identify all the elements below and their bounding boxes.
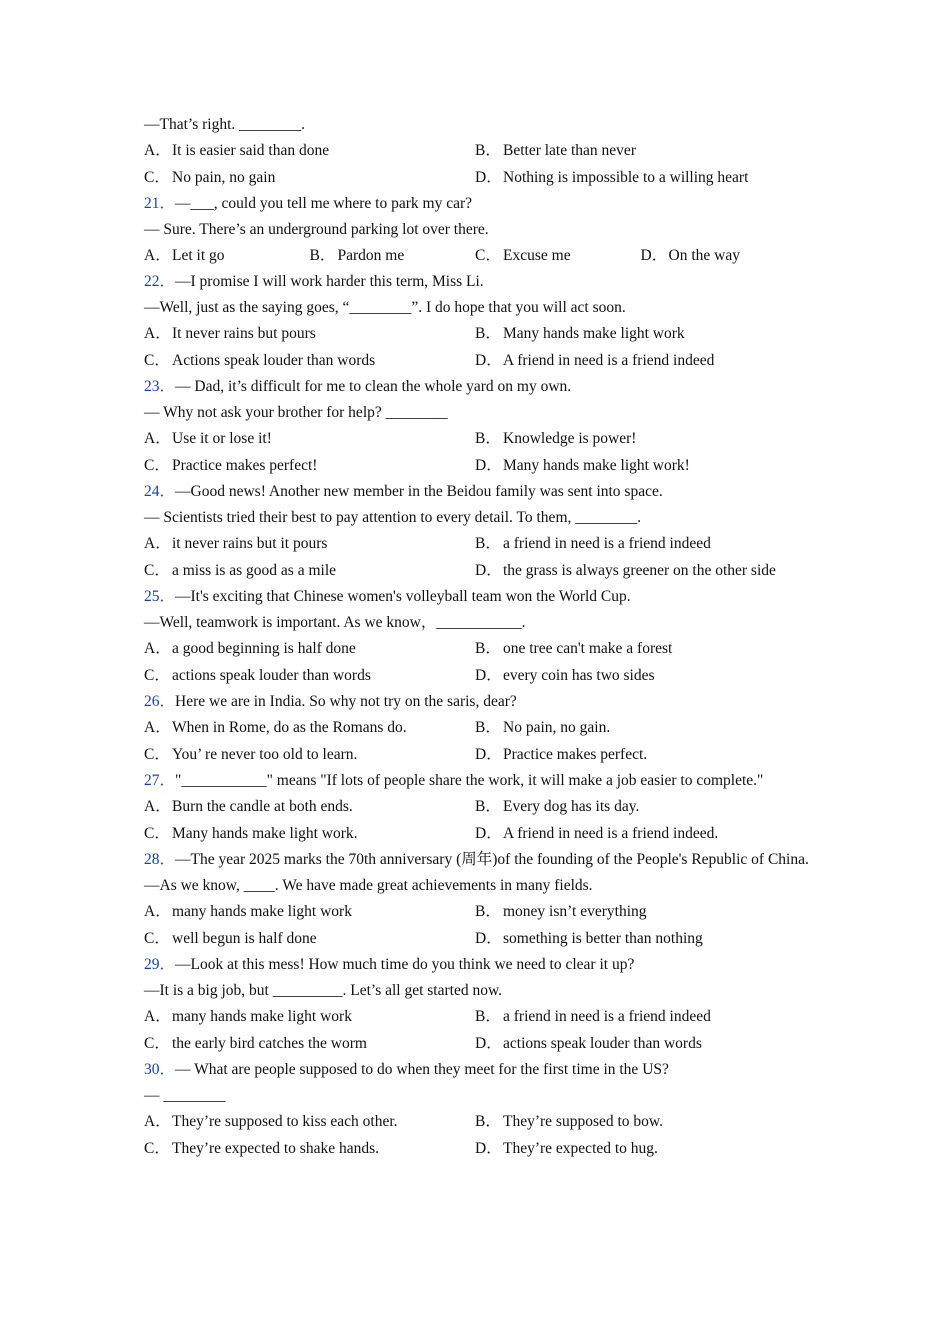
- option-a: A．a good beginning is half done: [144, 640, 356, 657]
- option-c: C． actions speak louder than words: [144, 666, 371, 684]
- option-c: C． They’re expected to shake hands.: [144, 1139, 380, 1157]
- question-22-stem: 22．—I promise I will work harder this term, Miss Li.: [144, 273, 484, 290]
- option-b: B． Pardon me: [309, 247, 405, 264]
- option-d: D．On the way: [640, 247, 740, 264]
- question-25-line-2: —Well, teamwork is important. As we know，___________.: [144, 614, 526, 631]
- question-23-options-row-2: [144, 453, 816, 480]
- option-c: C． the early bird catches the worm: [144, 1034, 367, 1052]
- question-number: 26．: [144, 693, 176, 710]
- option-d: D．every coin has two sides: [475, 666, 655, 684]
- option-a: A．Let it go: [144, 247, 225, 264]
- question-number: 27．: [144, 772, 176, 789]
- option-a: A．When in Rome, do as the Romans do.: [144, 719, 407, 736]
- option-b: B． money isn’t everything: [475, 903, 647, 920]
- question-28-line-2: —As we know, ____. We have made great achievements in many fields.: [144, 877, 593, 894]
- option-d: D．actions speak louder than words: [475, 1034, 702, 1052]
- question-28-stem: 28．—The year 2025 marks the 70th anniversary (周年)of the founding of the People's Republic of China.: [144, 851, 809, 868]
- question-23-line-2: — Why not ask your brother for help? ________: [144, 404, 448, 421]
- question-24-stem: 24．—Good news! Another new member in the Beidou family was sent into space.: [144, 483, 663, 500]
- question-30-options-row-1: [144, 1109, 816, 1136]
- question-24-line-2: — Scientists tried their best to pay attention to every detail. To them, ________.: [144, 509, 642, 526]
- question-29-stem: 29．—Look at this mess! How much time do you think we need to clear it up?: [144, 956, 635, 973]
- question-number: 25．: [144, 588, 176, 605]
- option-a: A．many hands make light work: [144, 903, 352, 920]
- question-number: 22．: [144, 273, 176, 290]
- question-28-options-row-1: [144, 899, 816, 926]
- question-number: 28．: [144, 851, 176, 868]
- question-22-options-row-1: [144, 321, 816, 348]
- option-d: D．A friend in need is a friend indeed: [475, 351, 715, 369]
- question-27-stem: 27．"___________" means "If lots of people share the work, it will make a job easier to complete.": [144, 772, 764, 789]
- option-d: D．the grass is always greener on the other side: [475, 561, 776, 579]
- question-22-options-row-2: [144, 348, 816, 375]
- question-number: 24．: [144, 483, 176, 500]
- question-24-options-row-1: [144, 531, 816, 558]
- question-28-options-row-2: [144, 926, 816, 953]
- question-25-options-row-1: [144, 636, 816, 663]
- option-d: D．Nothing is impossible to a willing heart: [475, 168, 749, 186]
- option-d: D．something is better than nothing: [475, 929, 703, 947]
- question-26-options-row-2: [144, 742, 816, 769]
- option-c: C． Practice makes perfect!: [144, 456, 318, 474]
- question-30-stem: 30．— What are people supposed to do when they meet for the first time in the US?: [144, 1061, 669, 1078]
- option-c: C． You’ re never too old to learn.: [144, 745, 358, 763]
- question-24-options-row-2: [144, 558, 816, 585]
- question-21-line-2: — Sure. There’s an underground parking lot over there.: [144, 221, 489, 238]
- question-number: 29．: [144, 956, 176, 973]
- option-c: C． a miss is as good as a mile: [144, 561, 337, 579]
- question-number: 30．: [144, 1061, 176, 1078]
- question-25-options-row-2: [144, 663, 816, 690]
- question-25-stem: 25．—It's exciting that Chinese women's volleyball team won the World Cup.: [144, 588, 631, 605]
- question-29-options-row-1: [144, 1004, 816, 1031]
- option-a: A．Use it or lose it!: [144, 430, 272, 447]
- document-page: [144, 112, 816, 1162]
- question-26-stem: 26．Here we are in India. So why not try on the saris, dear?: [144, 693, 517, 710]
- option-c: C． Many hands make light work.: [144, 824, 358, 842]
- option-b: B． Better late than never: [475, 142, 636, 159]
- option-a: A．it never rains but it pours: [144, 535, 328, 552]
- question-20-options-row-1: [144, 138, 816, 165]
- question-20-options-row-2: [144, 165, 816, 192]
- question-30-options-row-2: [144, 1136, 816, 1163]
- option-d: D．Practice makes perfect.: [475, 745, 648, 763]
- option-b: B． No pain, no gain.: [475, 719, 611, 736]
- question-22-line-2: —Well, just as the saying goes, “________”. I do hope that you will act soon.: [144, 299, 626, 316]
- question-26-options-row-1: [144, 715, 816, 742]
- option-c: C． Actions speak louder than words: [144, 351, 376, 369]
- question-29-options-row-2: [144, 1031, 816, 1058]
- option-a: A．Burn the candle at both ends.: [144, 798, 353, 815]
- option-d: D．A friend in need is a friend indeed.: [475, 824, 719, 842]
- option-d: D．Many hands make light work!: [475, 456, 690, 474]
- option-b: B． Every dog has its day.: [475, 798, 640, 815]
- option-b: B． They’re supposed to bow.: [475, 1113, 663, 1130]
- option-a: A．They’re supposed to kiss each other.: [144, 1113, 398, 1130]
- option-b: B． one tree can't make a forest: [475, 640, 673, 657]
- option-a: A．It is easier said than done: [144, 142, 330, 159]
- question-21-options: [144, 243, 816, 269]
- question-29-line-2: —It is a big job, but _________. Let’s all get started now.: [144, 982, 503, 999]
- question-27-options-row-2: [144, 821, 816, 848]
- question-30-line-2: — ________: [144, 1087, 226, 1104]
- option-b: B． Many hands make light work: [475, 325, 685, 342]
- question-20-response: —That’s right. ________.: [144, 116, 306, 133]
- question-number: 23．: [144, 378, 176, 395]
- question-23-options-row-1: [144, 426, 816, 453]
- option-c: C． well begun is half done: [144, 929, 317, 947]
- option-a: A．It never rains but pours: [144, 325, 316, 342]
- question-21-stem: 21．—___, could you tell me where to park my car?: [144, 195, 473, 212]
- option-b: B． a friend in need is a friend indeed: [475, 535, 711, 552]
- question-number: 21．: [144, 195, 176, 212]
- question-23-stem: 23．— Dad, it’s difficult for me to clean the whole yard on my own.: [144, 378, 572, 395]
- option-a: A．many hands make light work: [144, 1008, 352, 1025]
- option-c: C． No pain, no gain: [144, 168, 276, 186]
- option-b: B． a friend in need is a friend indeed: [475, 1008, 711, 1025]
- option-d: D．They’re expected to hug.: [475, 1139, 658, 1157]
- option-c: C． Excuse me: [475, 247, 571, 264]
- question-27-options-row-1: [144, 794, 816, 821]
- option-b: B． Knowledge is power!: [475, 430, 637, 447]
